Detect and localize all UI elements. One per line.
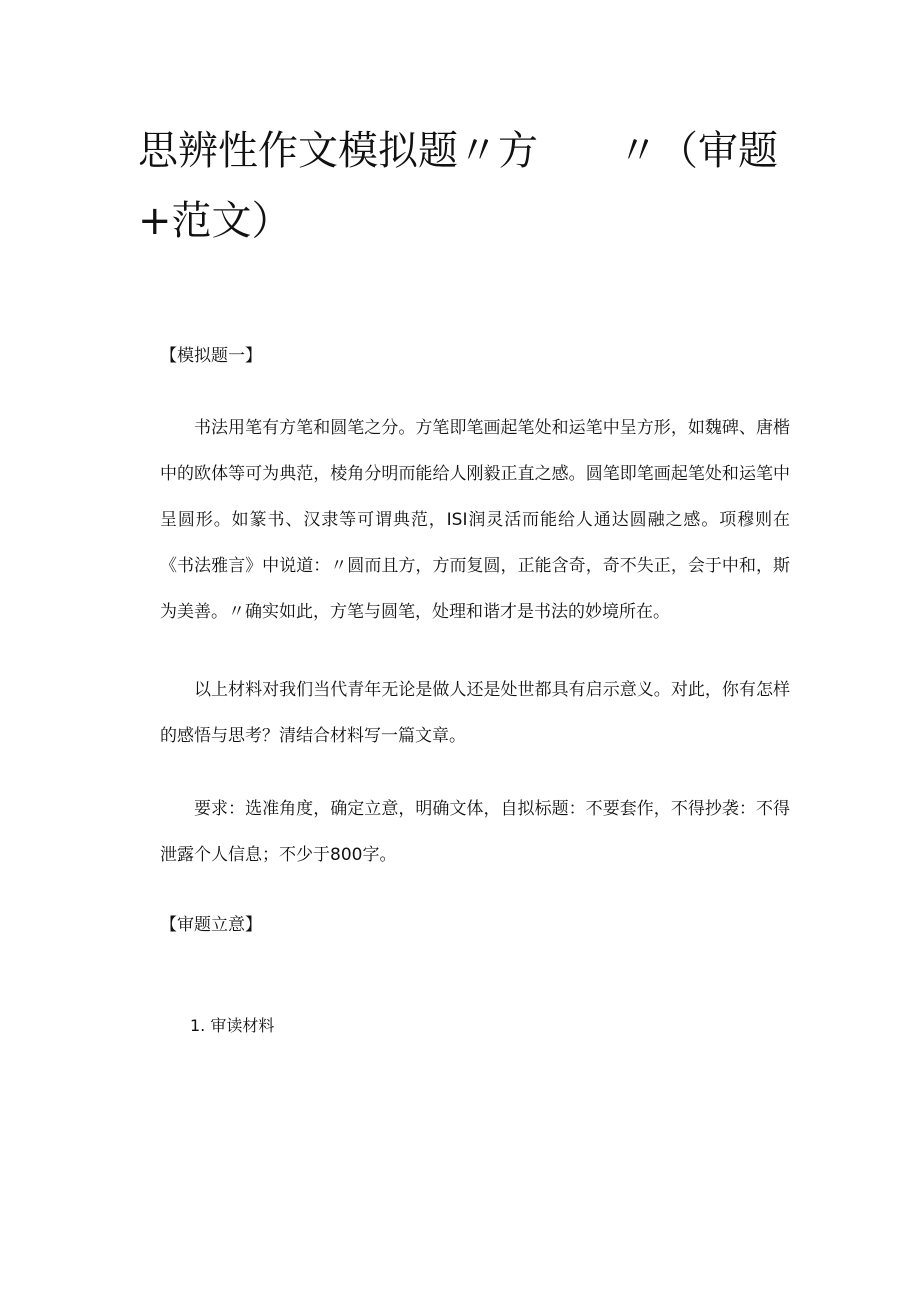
requirements-paragraph: 要求：选准角度，确定立意，明确文体，自拟标题：不要套作，不得抄袭：不得泄露个人信息；不少于800字。 xyxy=(160,799,790,865)
list-item-read-material: 1. 审读材料 xyxy=(190,1016,275,1035)
document-title: 思辨性作文模拟题〃方 〃（审题+范文） xyxy=(138,128,778,244)
section-heading-topic-analysis: 【审题立意】 xyxy=(160,915,262,935)
material-paragraph: 书法用笔有方笔和圆笔之分。方笔即笔画起笔处和运笔中呈方形，如魏碑、唐楷中的欧体等可为典范，棱角分明而能给人刚毅正直之感。圆笔即笔画起笔处和运笔中呈圆形。如篆书、汉隶等可谓典范，ISI润灵活而能给人通达圆融之感。项穆则在《书法雅言》中说道：〃圆而且方，方而复圆，正能含奇，奇不失正，会于中和，斯为美善。〃确实如此，方笔与圆笔，处理和谐才是书法的妙境所在。 xyxy=(160,418,790,622)
section-heading-mock-question: 【模拟题一】 xyxy=(160,346,262,366)
prompt-paragraph: 以上材料对我们当代青年无论是做人还是处世都具有启示意义。对此，你有怎样的感悟与思考？清结合材料写一篇文章。 xyxy=(160,680,790,746)
